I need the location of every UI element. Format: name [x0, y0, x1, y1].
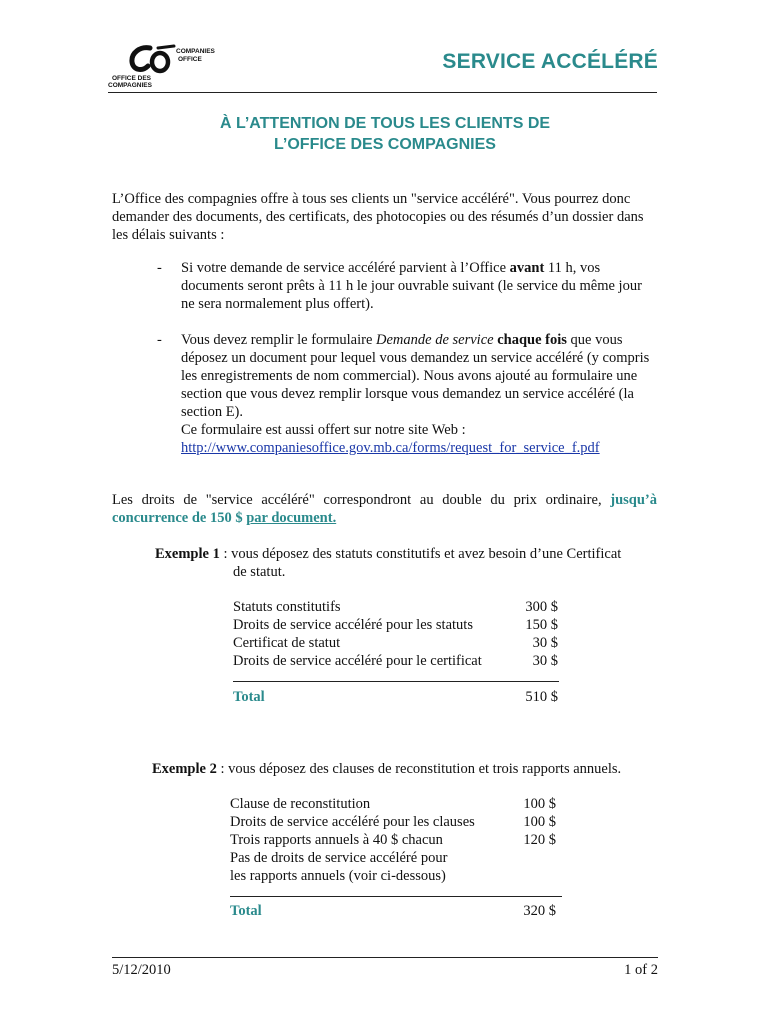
- bullet1-bold: avant: [509, 260, 545, 276]
- form-download-link[interactable]: http://www.companiesoffice.gov.mb.ca/forms/request_for_service_f.pdf: [181, 440, 600, 456]
- notice-title: [0, 113, 770, 155]
- bullet2-form-name: Demande de service: [376, 332, 494, 348]
- table-total-amount: 510 $: [525, 689, 558, 705]
- table-row-amount: 150 $: [525, 617, 558, 633]
- table-row-label: Trois rapports annuels à 40 $ chacun: [230, 832, 443, 848]
- header-divider: [108, 92, 657, 93]
- table-row-label: Statuts constitutifs: [233, 599, 341, 615]
- example2-text: : vous déposez des clauses de reconstitution et trois rapports annuels.: [216, 761, 622, 777]
- companies-office-logo: [108, 44, 218, 92]
- table-row-amount: 30 $: [532, 635, 558, 651]
- footer-page-number: 1 of 2: [624, 962, 658, 978]
- example1-heading: [155, 545, 655, 563]
- bullet1-text-post: 11 h, vos documents seront prêts à 11 h le jour ouvrable suivant (le service du même jour ne sera normalement plus offert).: [181, 260, 642, 312]
- bullet-dash: -: [157, 260, 162, 276]
- bullet-dash: -: [157, 332, 162, 348]
- page-header-title: SERVICE ACCÉLÉRÉ: [442, 50, 658, 73]
- logo-text-fr-2: COMPAGNIES: [108, 82, 152, 89]
- bullet1-text-pre: Si votre demande de service accéléré parvient à l’Office: [181, 260, 510, 276]
- fees-text: Les droits de "service accéléré" correspondront au double du prix ordinaire,: [112, 492, 611, 508]
- table-row-amount: 100 $: [523, 814, 556, 830]
- example1-label: Exemple 1: [155, 546, 220, 562]
- table-row-label: Droits de service accéléré pour le certificat: [233, 653, 482, 669]
- bullet-item-deadline: [181, 259, 651, 313]
- bullet2-bold: chaque fois: [497, 332, 567, 348]
- logo-text-fr-1: OFFICE DES: [112, 75, 152, 82]
- fees-paragraph: [112, 491, 657, 527]
- logo-text-en-2: OFFICE: [178, 56, 202, 63]
- co-logo-mark-icon: [128, 44, 178, 76]
- footer-divider: [112, 957, 658, 958]
- fees-per-document: par document.: [246, 510, 337, 526]
- intro-paragraph: L’Office des compagnies offre à tous ses clients un "service accéléré". Vous pourrez donc demander des documents, des certificats, des photocopies ou des résumés d’un dossier dans les délais suivants :: [112, 191, 644, 243]
- table-total-divider: [233, 681, 559, 682]
- example1-text: : vous déposez des statuts constitutifs et avez besoin d’une Certificat: [219, 546, 622, 562]
- table-row-amount: 30 $: [532, 653, 558, 669]
- notice-title-line-2: L’OFFICE DES COMPAGNIES: [274, 136, 496, 153]
- table-total-label: Total: [233, 689, 265, 705]
- notice-title-line-1: À L’ATTENTION DE TOUS LES CLIENTS DE: [219, 115, 551, 132]
- table-row-label: Certificat de statut: [233, 635, 341, 651]
- fees-cap: jusqu’à concurrence de 150 $: [112, 492, 657, 526]
- example1-text-continued: de statut.: [233, 564, 286, 580]
- table-total-divider: [230, 896, 562, 897]
- table-row-amount: 120 $: [523, 832, 556, 848]
- bullet2-body: [181, 331, 651, 421]
- table-row-label: Clause de reconstitution: [230, 796, 371, 812]
- table-total-amount: 320 $: [523, 903, 556, 919]
- example2-label: Exemple 2: [152, 761, 217, 777]
- bullet2-web-note: Ce formulaire est aussi offert sur notre site Web :: [181, 422, 466, 438]
- table-row-amount: 300 $: [525, 599, 558, 615]
- bullet2-text-post: que vous déposez un document pour lequel vous demandez un service accéléré (y compris les enregistrements de nom commercial). Nous avons ajouté au formulaire une section que vous devez remplir lorsque vous demandez un service accéléré (la section E).: [181, 332, 650, 420]
- bullet-item-form: [181, 331, 651, 457]
- table-row-label: les rapports annuels (voir ci-dessous): [230, 868, 446, 884]
- example2-heading: [152, 760, 672, 778]
- table-row-amount: 100 $: [523, 796, 556, 812]
- logo-text-en-1: COMPANIES: [176, 48, 215, 55]
- bullet2-text-pre: Vous devez remplir le formulaire: [181, 332, 377, 348]
- table-row-label: Droits de service accéléré pour les clauses: [230, 814, 475, 830]
- footer-date: 5/12/2010: [112, 962, 171, 978]
- table-row-label: Pas de droits de service accéléré pour: [230, 850, 448, 866]
- table-row-label: Droits de service accéléré pour les statuts: [233, 617, 473, 633]
- table-total-label: Total: [230, 903, 262, 919]
